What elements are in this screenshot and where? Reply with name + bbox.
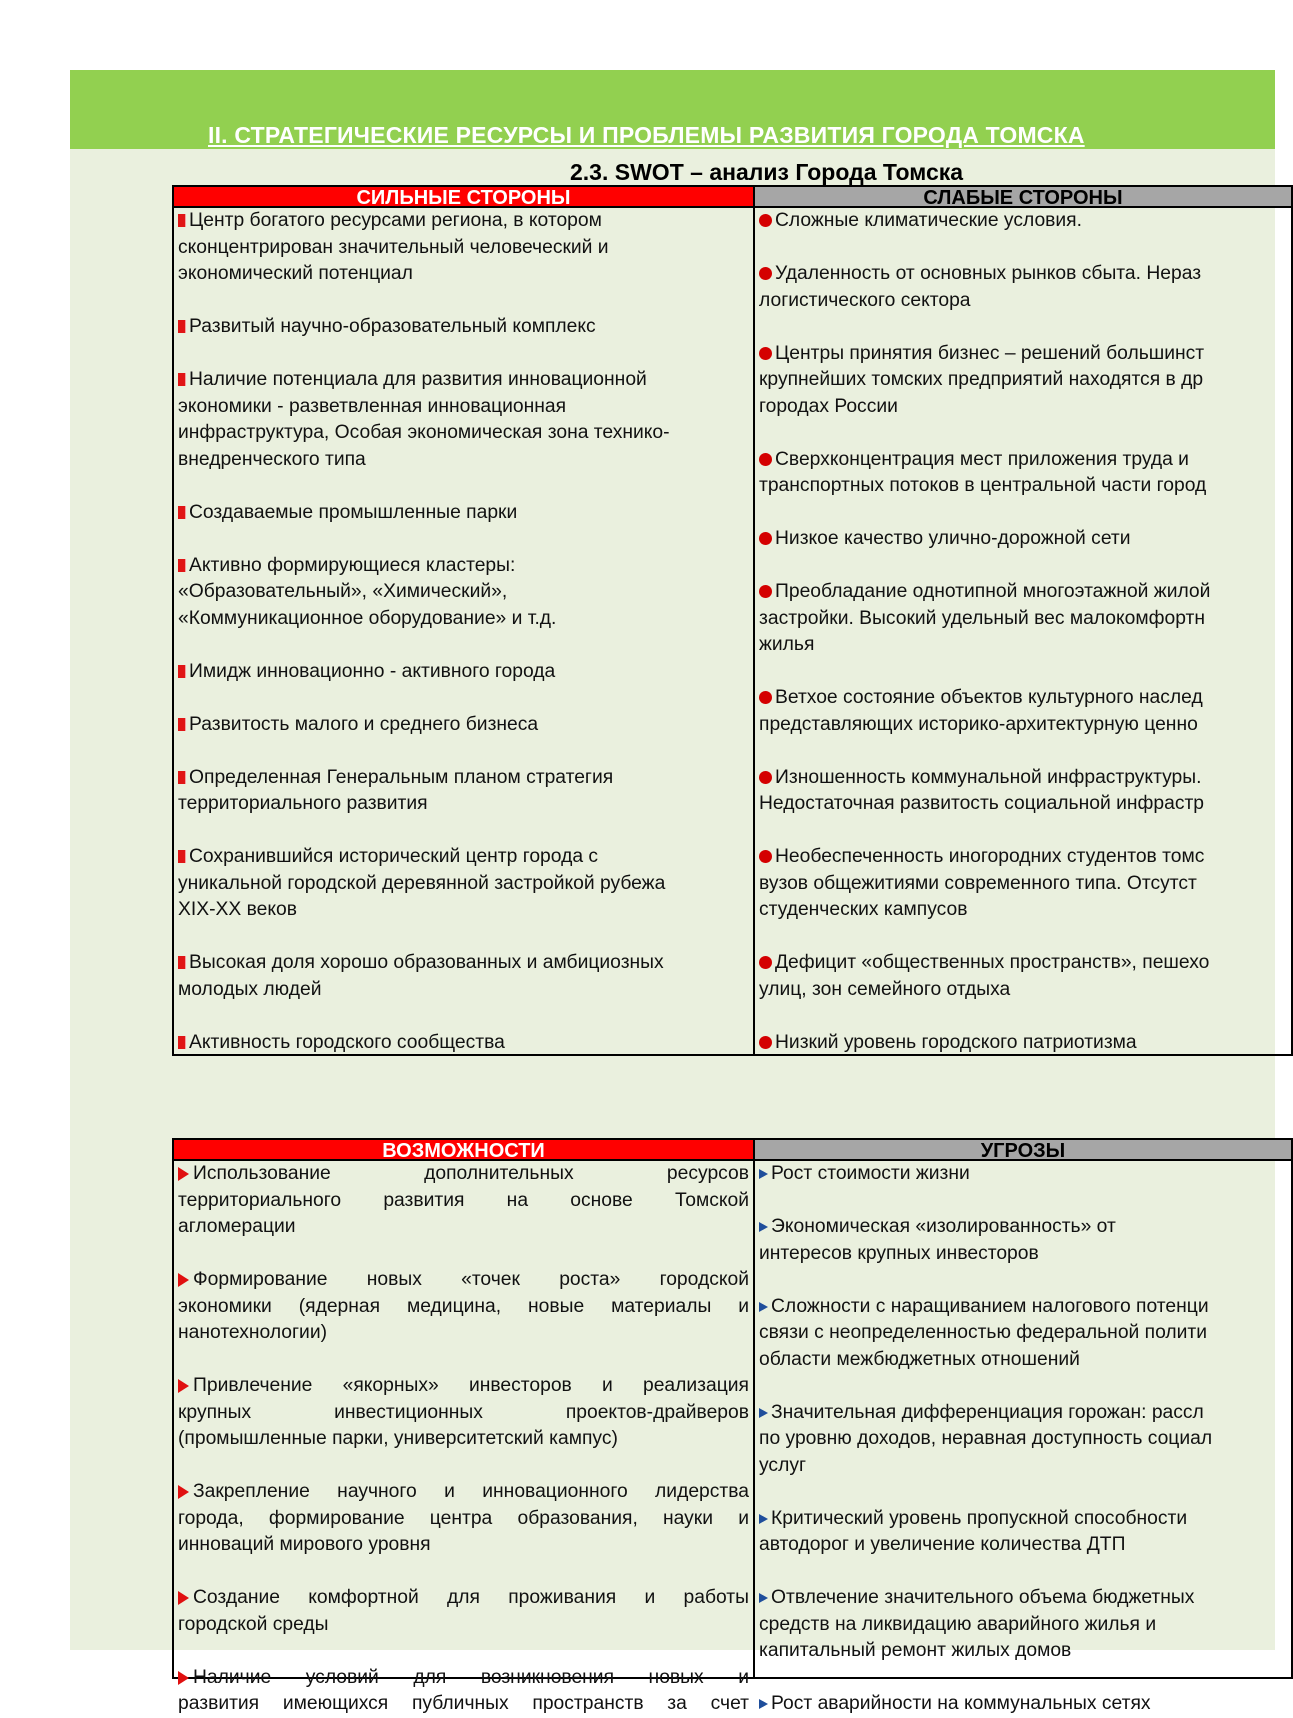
opportunities-item-text: агломерации [178,1216,296,1237]
red-dot-bullet-icon [759,532,772,545]
red-square-bullet-icon [178,559,185,572]
weaknesses-item [759,844,1287,924]
threats-item [759,1294,1287,1374]
strengths-item-text: экономический потенциал [178,263,413,284]
slide [70,70,1275,1714]
strengths-item [178,844,749,924]
weaknesses-item [759,261,1287,314]
threats-item-text: связи с неопределенностью федеральной полити [759,1322,1208,1343]
opportunities-item-text: развития имеющихся публичных пространств за счет [178,1693,749,1714]
red-square-bullet-icon [178,956,185,969]
threats-item-text: области межбюджетных отношений [759,1348,1080,1370]
weaknesses-item-text: Сложные климатические условия. [775,210,1082,231]
opportunities-item-text: Наличие условий для возникновения новых и [193,1666,749,1688]
strengths-item [178,314,749,341]
strengths-item-text: Центр богатого ресурсами региона, в котором [189,210,602,231]
red-square-bullet-icon [178,850,185,863]
red-arrow-bullet-icon [178,1273,189,1287]
threats-item [759,1161,1287,1188]
red-square-bullet-icon [178,320,185,333]
strengths-item-text: экономики - разветвленная инновационная [178,395,567,417]
red-dot-bullet-icon [759,214,772,227]
strengths-item-text: Активно формирующиеся кластеры: [189,554,516,576]
threats-item-text: Критический уровень пропускной способности [771,1507,1188,1529]
threats-item-text: Сложности с наращиванием налогового потенци [771,1295,1209,1317]
strengths-item-text: внедренческого типа [178,448,366,470]
strengths-list [174,208,753,1056]
weaknesses-cell [753,206,1293,1056]
red-square-bullet-icon [178,718,185,731]
weaknesses-item [759,950,1287,1003]
weaknesses-item-text: городах России [759,395,898,417]
strengths-item-text: сконцентрирован значительный человеческий и [178,236,609,258]
red-square-bullet-icon [178,1036,185,1049]
strengths-item-text: уникальной городской деревянной застройкой рубежа [178,872,666,894]
red-dot-bullet-icon [759,850,772,863]
red-dot-bullet-icon [759,1036,772,1049]
strengths-item [178,1030,749,1057]
red-dot-bullet-icon [759,585,772,598]
weaknesses-item-text: Необеспеченность иногородних студентов томс [775,846,1205,867]
strengths-item-text: территориального развития [178,793,428,814]
threats-item-text: Значительная дифференциация горожан: рассл [771,1401,1204,1423]
weaknesses-item-text: Центры принятия бизнес – решений большинст [775,342,1205,364]
strengths-item [178,950,749,1003]
strengths-item-text: Развитый научно-образовательный комплекс [189,316,596,337]
strengths-item-text: молодых людей [178,978,322,1000]
threats-item-text: автодорог и увеличение количества ДТП [759,1534,1126,1555]
weaknesses-item-text: застройки. Высокий удельный вес малокомфортн [759,607,1205,629]
threats-item [759,1506,1287,1559]
threats-cell [753,1159,1293,1714]
red-dot-bullet-icon [759,771,772,784]
opportunities-item-text: (промышленные парки, университетский кампус) [178,1428,618,1449]
red-square-bullet-icon [178,373,185,386]
red-dot-bullet-icon [759,691,772,704]
threats-item-text: Рост аварийности на коммунальных сетях [771,1693,1151,1714]
threats-item-text: услуг [759,1454,806,1476]
opportunities-item [178,1585,749,1638]
strengths-item-text: Наличие потенциала для развития инновационной [189,369,647,390]
strengths-item [178,500,749,527]
threats-item-text: Рост стоимости жизни [771,1163,970,1184]
weaknesses-item [759,685,1287,738]
weaknesses-item-text: Дефицит «общественных пространств», пешехо [775,952,1210,973]
strengths-item-text: Высокая доля хорошо образованных и амбициозных [189,952,664,973]
red-square-bullet-icon [178,506,185,519]
opportunities-cell [172,1159,755,1714]
red-arrow-bullet-icon [178,1671,189,1685]
weaknesses-item-text: представляющих историко-архитектурную ценно [759,713,1198,735]
weaknesses-item-text: крупнейших томских предприятий находятся в др [759,369,1204,390]
opportunities-item-text: территориального развития на основе Томской [178,1189,749,1211]
opportunities-item-text: Привлечение «якорных» инвесторов и реализация [193,1375,749,1396]
red-dot-bullet-icon [759,347,772,360]
weaknesses-item-text: Низкое качество улично-дорожной сети [775,528,1131,549]
weaknesses-item-text: Изношенность коммунальной инфраструктуры. [775,766,1202,788]
strengths-cell [172,206,755,1056]
red-arrow-bullet-icon [178,1485,189,1499]
threats-item [759,1585,1287,1665]
threats-item-text: средств на ликвидацию аварийного жилья и [759,1613,1157,1635]
blue-triangle-bullet-icon [759,1222,768,1232]
red-square-bullet-icon [178,771,185,784]
strengths-item-text: «Коммуникационное оборудование» и т.д. [178,607,557,629]
weaknesses-item-text: Сверхконцентрация мест приложения труда и [775,448,1189,470]
weaknesses-item [759,341,1287,421]
strengths-item [178,208,749,288]
opportunities-item-text: нанотехнологии) [178,1322,328,1343]
strengths-header: СИЛЬНЫЕ СТОРОНЫ [172,185,755,208]
opportunities-item-text: экономики (ядерная медицина, новые материалы и [178,1295,749,1317]
opportunities-item-text: Создание комфортной для проживания и работы [193,1587,749,1608]
weaknesses-item [759,579,1287,659]
opportunities-item [178,1479,749,1559]
opportunities-list [174,1161,753,1718]
strengths-item-text: Создаваемые промышленные парки [189,501,518,523]
threats-list [755,1161,1291,1718]
blue-triangle-bullet-icon [759,1408,768,1418]
strengths-item [178,553,749,633]
opportunities-item-text: инноваций мирового уровня [178,1534,431,1555]
weaknesses-item-text: логистического сектора [759,289,971,311]
weaknesses-list [755,208,1291,1056]
weaknesses-item-text: студенческих кампусов [759,899,968,920]
red-dot-bullet-icon [759,267,772,280]
opportunities-item [178,1373,749,1453]
weaknesses-item-text: Преобладание однотипной многоэтажной жилой [775,581,1211,602]
threats-item [759,1691,1287,1718]
opportunities-item-text: городской среды [178,1613,329,1635]
opportunities-item-text: Использование дополнительных ресурсов [193,1163,749,1184]
red-square-bullet-icon [178,214,185,227]
red-arrow-bullet-icon [178,1167,189,1181]
weaknesses-item [759,208,1287,235]
blue-triangle-bullet-icon [759,1302,768,1312]
weaknesses-item-text: транспортных потоков в центральной части город [759,475,1207,496]
weaknesses-item [759,1030,1287,1057]
opportunities-header: ВОЗМОЖНОСТИ [172,1138,755,1161]
strengths-item [178,659,749,686]
strengths-item [178,712,749,739]
weaknesses-item [759,765,1287,818]
weaknesses-item-text: жилья [759,634,815,655]
strengths-item-text: Активность городского сообщества [189,1031,505,1053]
opportunities-item [178,1161,749,1241]
page-subtitle: 2.3. SWOT – анализ Города Томска [570,159,964,185]
opportunities-item-text: крупных инвестиционных проектов-драйверов [178,1401,749,1423]
strengths-item-text: Сохранившийся исторический центр города с [189,846,599,867]
blue-triangle-bullet-icon [759,1169,768,1179]
weaknesses-item [759,447,1287,500]
strengths-item-text: Развитость малого и среднего бизнеса [189,713,539,735]
threats-item-text: капитальный ремонт жилых домов [759,1640,1072,1661]
strengths-item-text: Имидж инновационно - активного города [189,660,556,682]
weaknesses-item-text: вузов общежитиями современного типа. Отсутст [759,872,1197,894]
weaknesses-item-text: Ветхое состояние объектов культурного наслед [775,687,1203,708]
weaknesses-header: СЛАБЫЕ СТОРОНЫ [753,185,1293,208]
strengths-item-text: Определенная Генеральным планом стратегия [189,766,614,788]
threats-item [759,1214,1287,1267]
red-arrow-bullet-icon [178,1591,189,1605]
threats-item-text: Экономическая «изолированность» от [771,1216,1116,1237]
weaknesses-item-text: Низкий уровень городского патриотизма [775,1031,1137,1053]
weaknesses-item-text: улиц, зон семейного отдыха [759,978,1011,1000]
red-dot-bullet-icon [759,956,772,969]
opportunities-item-text: Закрепление научного и инновационного лидерства [193,1481,749,1502]
threats-item-text: Отвлечение значительного объема бюджетных [771,1587,1195,1608]
strengths-item-text: инфраструктура, Особая экономическая зона технико- [178,422,670,443]
strengths-item-text: «Образовательный», «Химический», [178,581,508,602]
threats-item [759,1400,1287,1480]
strengths-item-text: XIX-XX веков [178,899,297,920]
opportunities-item [178,1665,749,1718]
weaknesses-item-text: Недостаточная развитость социальной инфрастр [759,793,1205,814]
swot-table [172,185,1282,1714]
blue-triangle-bullet-icon [759,1699,768,1709]
weaknesses-item [759,526,1287,553]
opportunities-item [178,1267,749,1347]
threats-item-text: по уровню доходов, неравная доступность социал [759,1428,1213,1449]
strengths-item [178,367,749,473]
blue-triangle-bullet-icon [759,1593,768,1603]
weaknesses-item-text: Удаленность от основных рынков сбыта. Нераз [775,263,1202,284]
red-arrow-bullet-icon [178,1379,189,1393]
threats-item-text: интересов крупных инвесторов [759,1242,1039,1264]
red-square-bullet-icon [178,665,185,678]
section-title: II. СТРАТЕГИЧЕСКИЕ РЕСУРСЫ И ПРОБЛЕМЫ РАЗВИТИЯ ГОРОДА ТОМСКА [208,122,1085,148]
red-dot-bullet-icon [759,453,772,466]
blue-triangle-bullet-icon [759,1514,768,1524]
strengths-item [178,765,749,818]
opportunities-item-text: города, формирование центра образования, науки и [178,1507,749,1529]
opportunities-item-text: Формирование новых «точек роста» городской [193,1269,749,1290]
threats-header: УГРОЗЫ [753,1138,1293,1161]
